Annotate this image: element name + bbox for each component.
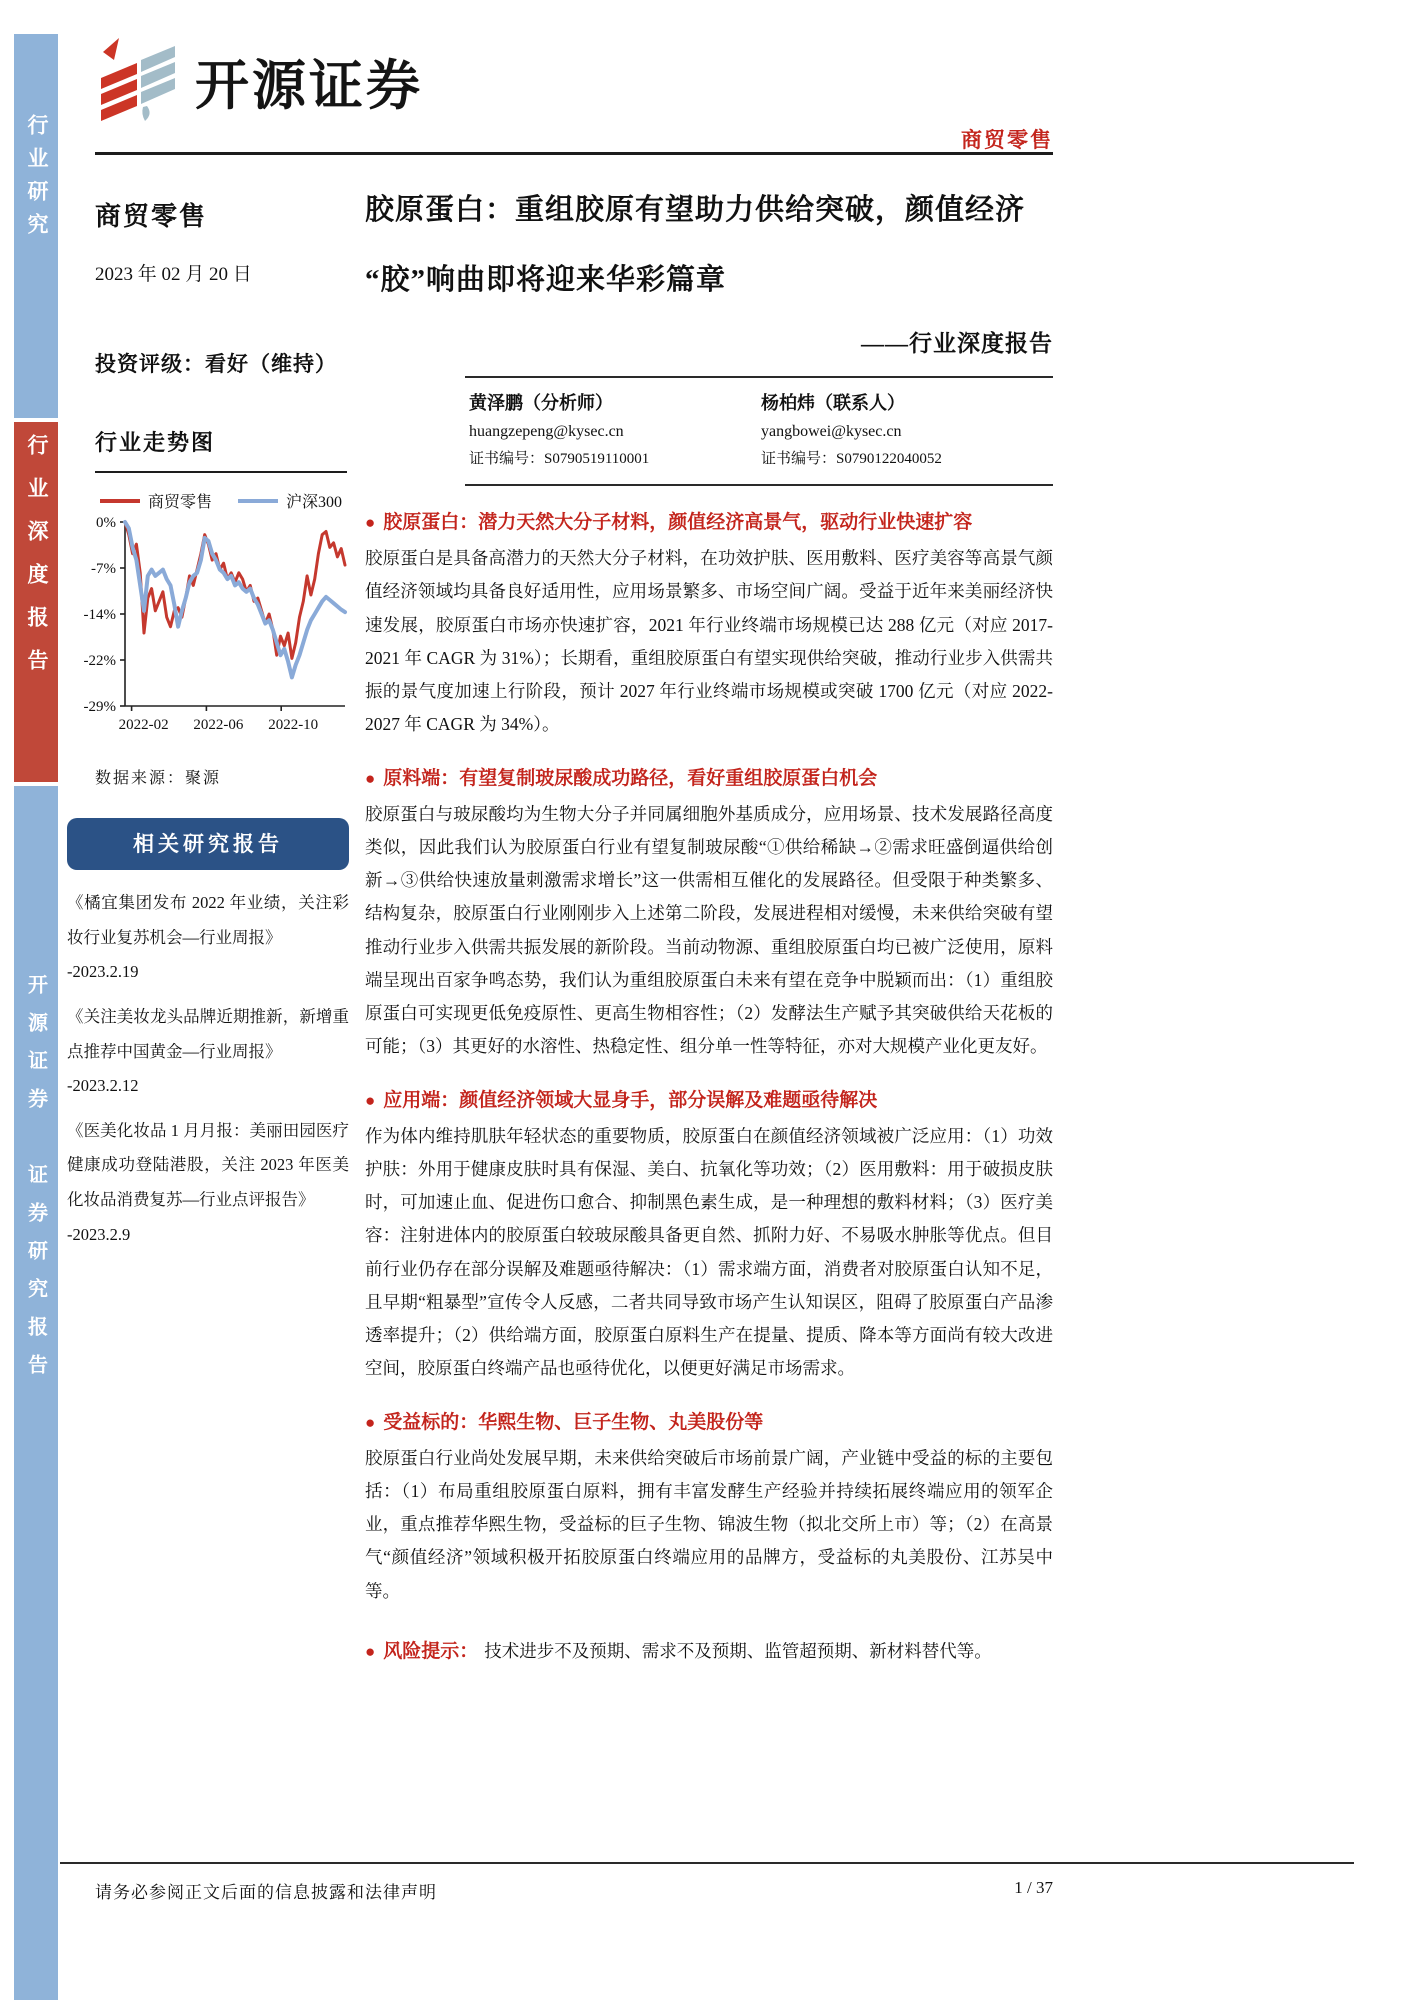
section-heading <box>365 1641 478 1662</box>
analyst-email: yangbowei@kysec.cn <box>761 423 902 441</box>
trend-chart <box>73 514 347 751</box>
footer-rule <box>60 1862 1354 1864</box>
svg-text:-14%: -14% <box>83 607 116 623</box>
section-bullet-icon: ● <box>365 1641 376 1661</box>
section-body-text: 技术进步不及预期、需求不及预期、监管超预期、新材料替代等。 <box>484 1640 992 1661</box>
trend-chart-title: 行业走势图 <box>95 430 216 455</box>
report-list-item <box>67 886 349 990</box>
section-body-text: 作为体内维持肌肤年轻状态的重要物质，胶原蛋白在颜值经济领域被广泛应用：（1）功效护肤：外用于健康皮肤时具有保湿、美白、抗氧化等功效；（2）医用敷料：用于破损皮肤时，可加速止血、促进伤口愈合、抑制黑色素生成，是一种理想的敷料材料；（3）医疗美容：注射进体内的胶原蛋白较玻尿酸具备更自然、抓附力好、不易吸水肿胀等优点。但目前行业仍存在部分误解及难题亟待解决：（1）需求端方面，消费者对胶原蛋白认知不足，且早期“粗暴型”宣传令人反感，二者共同导致市场产生认知误区，阻碍了胶原蛋白产品渗透率提升；（2）供给端方面，胶原蛋白原料生产在提量、提质、降本等方面尚有较大改进空间，胶原蛋白终端产品也亟待优化，以便更好满足市场需求。 <box>365 1125 1053 1379</box>
analyst-card <box>469 388 761 472</box>
report-type-subtitle: ——行业深度报告 <box>861 331 1053 357</box>
brand-name: 开源证券 <box>195 56 423 116</box>
chart-rule <box>95 471 347 473</box>
related-reports-list <box>67 886 349 1252</box>
section-heading <box>365 508 1053 538</box>
section-heading-text: 胶原蛋白：潜力天然大分子材料，颜值经济高景气，驱动行业快速扩容 <box>383 512 973 534</box>
footer-disclaimer: 请务必参阅正文后面的信息披露和法律声明 <box>95 1883 437 1902</box>
header-rule <box>95 152 1053 155</box>
page-title-line2: “胶”响曲即将迎来华彩篇章 <box>365 263 727 296</box>
related-reports-header: 相关研究报告 <box>67 818 349 870</box>
report-list-item <box>67 1114 349 1253</box>
section-heading-text: 受益标的：华熙生物、巨子生物、丸美股份等 <box>383 1411 764 1433</box>
brand-logo-icon <box>95 36 181 127</box>
svg-text:0%: 0% <box>96 515 116 531</box>
report-date: 2023 年 02 月 20 日 <box>95 264 252 285</box>
report-item-title: 《橘宜集团发布 2022 年业绩，关注彩妆行业复苏机会—行业周报》 <box>67 893 349 947</box>
data-source: 数据来源：聚源 <box>95 770 222 787</box>
svg-text:2022-06: 2022-06 <box>193 717 244 733</box>
legend-label-hs300: 沪深300 <box>286 494 343 511</box>
analyst-name: 黄泽鹏（分析师） <box>469 393 613 414</box>
rating-label: 投资评级：看好（维持） <box>95 352 337 376</box>
chart-series-0 <box>125 522 345 658</box>
svg-text:-22%: -22% <box>83 653 116 669</box>
section-body-text: 胶原蛋白与玻尿酸均为生物大分子并同属细胞外基质成分，应用场景、技术发展路径高度类似，因此我们认为胶原蛋白行业有望复制玻尿酸“①供给稀缺→②需求旺盛倒逼供给创新→③供给快速放量刺激需求增长”这一供需相互催化的发展路径。但受限于种类繁多、结构复杂，胶原蛋白行业刚刚步入上述第二阶段，发展进程相对缓慢，未来供给突破有望推动行业步入供需共振发展的新阶段。当前动物源、重组胶原蛋白均已被广泛使用，原料端呈现出百家争鸣态势，我们认为重组胶原蛋白未来有望在竞争中脱颖而出：（1）重组胶原蛋白可实现更低免疫原性、更高生物相容性；（2）发酵法生产赋予其突破供给天花板的可能；（3）其更好的水溶性、热稳定性、组分单一性等特征，亦对大规模产业化更友好。 <box>365 803 1053 1057</box>
analyst-cert-number: 证书编号：S0790122040052 <box>761 451 942 468</box>
brand-logo <box>95 36 423 127</box>
svg-text:2022-10: 2022-10 <box>268 717 319 733</box>
svg-text:2022-02: 2022-02 <box>118 717 169 733</box>
section-heading <box>365 764 1053 794</box>
analyst-card <box>761 388 1053 472</box>
report-section <box>365 764 1053 1064</box>
section-bullet-icon: ● <box>365 768 376 788</box>
report-item-date: -2023.2.9 <box>67 1224 131 1244</box>
report-item-title: 《医美化妆品 1 月月报：美丽田园医疗健康成功登陆港股，关注 2023 年医美化妆品消费复苏—行业点评报告》 <box>67 1120 349 1210</box>
page-title-line1: 胶原蛋白：重组胶原有望助力供给突破，颜值经济 <box>365 194 1026 226</box>
chart-legend <box>95 489 347 512</box>
sidebar-securities-research-label: 开源证券 证券研究报告 <box>24 974 47 1392</box>
industry-label: 商贸零售 <box>95 202 208 231</box>
analyst-block <box>465 376 1053 486</box>
sidebar-industry-research-label: 行业研究 <box>25 114 48 246</box>
section-heading <box>365 1086 1053 1116</box>
legend-line-blue <box>238 499 278 503</box>
report-item-date: -2023.2.19 <box>67 962 139 982</box>
section-body-text: 胶原蛋白是具备高潜力的天然大分子材料，在功效护肤、医用敷料、医疗美容等高景气颜值经济领域均具备良好适用性，应用场景繁多、市场空间广阔。受益于近年来美丽经济快速发展，胶原蛋白市场亦快速扩容，2021 年行业终端市场规模已达 288 亿元（对应 2017-2021 年 CAGR 为 31%）；长期看，重组胶原蛋白有望实现供给突破，推动行业步入供需共振的景气度加速上行阶段，预计 2027 年行业终端市场规模或突破 1700 亿元（对应 2022-2027 年 CAGR 为 34%）。 <box>365 548 1053 735</box>
legend-item-retail <box>100 489 212 512</box>
section-heading-text: 原料端：有望复制玻尿酸成功路径，看好重组胶原蛋白机会 <box>383 767 878 789</box>
section-bullet-icon: ● <box>365 1412 376 1432</box>
section-body-text: 胶原蛋白行业尚处发展早期，未来供给突破后市场前景广阔，产业链中受益的标的主要包括：（1）布局重组胶原蛋白原料，拥有丰富发酵生产经验并持续拓展终端应用的领军企业，重点推荐华熙生物，受益标的巨子生物、锦波生物（拟北交所上市）等；（2）在高景气“颜值经济”领域积极开拓胶原蛋白终端应用的品牌方，受益标的丸美股份、江苏吴中等。 <box>365 1447 1053 1601</box>
left-panel <box>67 196 349 1262</box>
analyst-email: huangzepeng@kysec.cn <box>469 423 624 441</box>
section-bullet-icon: ● <box>365 513 376 533</box>
page-title <box>365 176 1053 315</box>
category-tag: 商贸零售 <box>961 128 1053 152</box>
page-number: 1 / 37 <box>1014 1878 1053 1897</box>
report-section <box>365 1086 1053 1386</box>
svg-text:-7%: -7% <box>91 561 116 577</box>
sidebar-industry-depth-report-bar <box>14 422 58 782</box>
section-heading-text: 风险提示： <box>383 1640 479 1662</box>
section-heading <box>365 1408 1053 1438</box>
legend-line-red <box>100 499 140 503</box>
report-section <box>365 1634 1053 1670</box>
report-section <box>365 1408 1053 1608</box>
svg-text:-29%: -29% <box>83 699 116 715</box>
legend-label-retail: 商贸零售 <box>147 494 212 511</box>
report-section <box>365 508 1053 742</box>
legend-item-hs300 <box>238 489 342 512</box>
main-content <box>365 176 1053 1670</box>
section-inline-row <box>365 1634 1053 1670</box>
report-list-item <box>67 1000 349 1104</box>
report-sections <box>365 508 1053 1670</box>
section-heading-text: 应用端：颜值经济领域大显身手，部分误解及难题亟待解决 <box>383 1089 878 1111</box>
sidebar-industry-research-bar <box>14 34 58 418</box>
section-bullet-icon: ● <box>365 1090 376 1110</box>
sidebar-securities-research-bar <box>14 786 58 2000</box>
chart-series-1 <box>125 522 345 677</box>
trend-chart-svg <box>73 514 349 746</box>
sidebar-industry-depth-report-label: 行业深度报告 <box>25 434 48 692</box>
report-item-title: 《关注美妆龙头品牌近期推新，新增重点推荐中国黄金—行业周报》 <box>67 1006 349 1061</box>
report-item-date: -2023.2.12 <box>67 1076 139 1096</box>
analyst-name: 杨柏炜（联系人） <box>761 393 905 414</box>
analyst-cert-number: 证书编号：S0790519110001 <box>469 451 650 468</box>
